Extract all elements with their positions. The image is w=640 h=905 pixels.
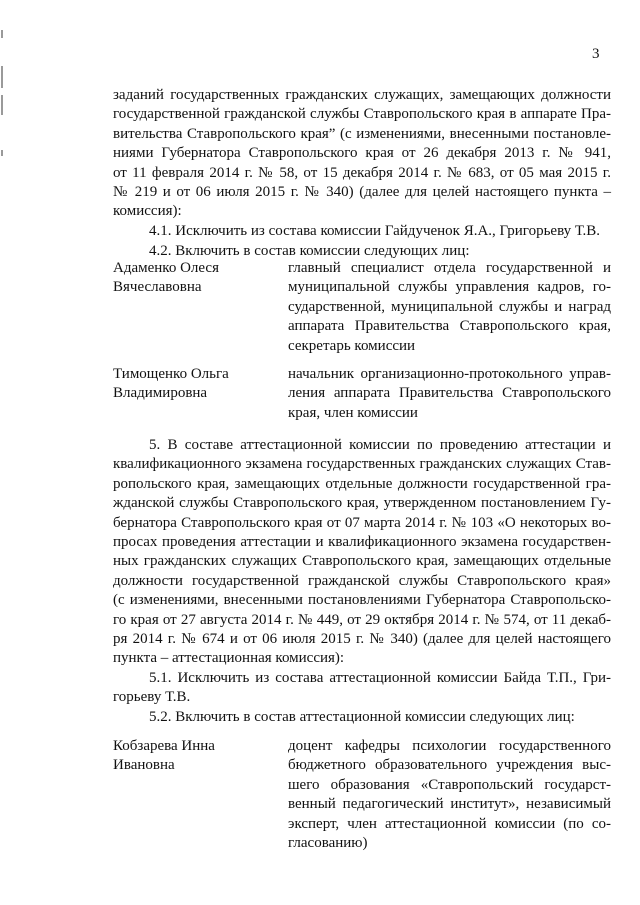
text-line: заданий государственных гражданских служащих, замещающих должности — [113, 87, 611, 103]
text-line: 5.1. Исключить из состава аттестационной комиссии Байда Т.П., Гри- — [149, 670, 611, 686]
text-line: ря 2014 г. № 674 и от 06 июля 2015 г. № 340) (далее для целей настоящего — [113, 631, 611, 648]
text-line: доцент кафедры психологии государственного — [288, 738, 611, 754]
text-line: гласованию) — [288, 835, 368, 852]
text-line: ления аппарата Правительства Ставропольского — [288, 385, 611, 402]
text-line: горьеву Т.В. — [113, 689, 191, 706]
member-name — [113, 365, 273, 404]
text-line: вительства Ставропольского края” (с изменениями, внесенными постановле- — [113, 125, 611, 142]
text-line: квалификационного экзамена государственных гражданских служащих Став- — [113, 456, 611, 473]
item-5-1 — [113, 669, 611, 708]
item-4-1 — [149, 222, 611, 241]
text-line: должности государственной гражданской службы Ставропольского края» — [113, 572, 611, 589]
text-line: главный специалист отдела государственной и — [288, 260, 611, 276]
text-line: просах проведения аттестации и квалификационного экзамена государствен- — [113, 534, 611, 551]
text-line: 4.2. Включить в состав комиссии следующих лиц: — [149, 243, 470, 259]
page-number: 3 — [592, 46, 600, 62]
margin-mark — [1, 66, 3, 88]
paragraph-intro — [113, 86, 611, 222]
member-name — [113, 259, 273, 298]
text-line: ропольского края, замещающих отдельные должности государственной гра- — [113, 475, 611, 492]
text-line: аппарата Правительства Ставропольского края, — [288, 318, 611, 335]
text-line: края, член комиссии — [288, 404, 418, 421]
text-line: бюджетного образовательного учреждения выс- — [288, 757, 611, 774]
text-line: жданской службы Ставропольского края, утвержденном постановлением Гу- — [113, 495, 611, 512]
text-line: (с изменениями, внесенными постановлениями Губернатора Ставропольско- — [113, 592, 611, 609]
text-line: 5. В составе аттестационной комиссии по проведению аттестации и — [149, 437, 611, 453]
text-line: пункта – аттестационная комиссия): — [113, 650, 345, 667]
text-line: сударственной, муниципальной службы и наград — [288, 298, 611, 315]
name-line: Адаменко Олеся — [113, 260, 219, 276]
text-line: 5.2. Включить в состав аттестационной комиссии следующих лиц: — [149, 709, 575, 725]
text-line: бернатора Ставропольского края от 07 марта 2014 г. № 103 «О некоторых во- — [113, 514, 611, 531]
item-5-2 — [149, 708, 611, 727]
name-line: Тимощенко Ольга — [113, 366, 229, 382]
text-line: государственной гражданской службы Ставропольского края в аппарате Пра- — [113, 106, 611, 123]
text-line: го края от 27 августа 2014 г. № 449, от 29 октября 2014 г. № 574, от 11 декаб- — [113, 611, 611, 628]
text-line: эксперт, член аттестационной комиссии (по со- — [288, 815, 611, 832]
text-line: секретарь комиссии — [288, 337, 416, 354]
text-line: шего образования «Ставропольский государст- — [288, 776, 611, 793]
text-line: комиссия): — [113, 203, 182, 220]
paragraph-5 — [113, 436, 611, 669]
text-line: от 11 февраля 2014 г. № 58, от 15 декабря 2014 г. № 683, от 05 мая 2015 г. — [113, 164, 611, 181]
name-line: Ивановна — [113, 757, 175, 774]
name-line: Владимировна — [113, 385, 208, 402]
text-line: начальник организационно-протокольного управ- — [288, 366, 611, 382]
margin-mark — [1, 30, 3, 38]
name-line: Вячеславовна — [113, 279, 202, 296]
text-line: 4.1. Исключить из состава комиссии Гайдученок Я.А., Григорьеву Т.В. — [149, 223, 601, 239]
margin-mark — [1, 95, 3, 115]
text-line: ных гражданских служащих Ставропольского края, замещающих отдельные — [113, 553, 611, 570]
text-line: № 219 и от 06 июля 2015 г. № 340) (далее для целей настоящего пункта – — [113, 184, 611, 201]
name-line: Кобзарева Инна — [113, 738, 215, 754]
member-name — [113, 737, 273, 776]
member-position — [288, 365, 611, 423]
text-line: ниями Губернатора Ставропольского края от 26 декабря 2013 г. № 941, — [113, 145, 611, 162]
member-position — [288, 737, 611, 853]
text-line: муниципальной службы управления кадров, го- — [288, 279, 611, 296]
member-position — [288, 259, 611, 356]
text-line: венный педагогический институт», независимый — [288, 796, 611, 813]
margin-mark — [1, 150, 3, 156]
